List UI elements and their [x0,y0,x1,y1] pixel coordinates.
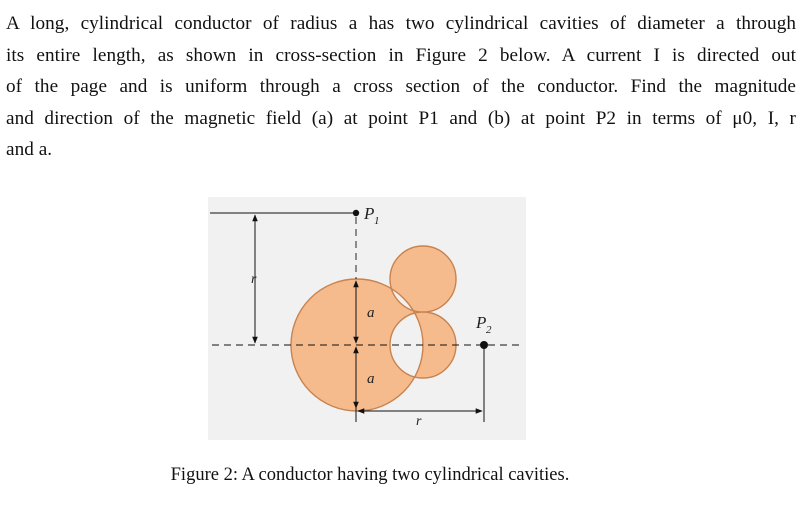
problem-line-5: and a. [6,139,53,160]
problem-line-2: its entire length, as shown in cross-section in Figure 2 below. A current I is directed out [6,44,796,66]
p1-subscript: 1 [374,215,380,227]
point-p1 [353,210,359,216]
a-upper-label: a [367,305,375,321]
problem-statement [6,8,796,166]
r-vertical-label: r [251,272,257,287]
p1-label: P [364,204,375,223]
p2-subscript: 2 [486,324,492,336]
r-horizontal-label: r [416,414,422,429]
conductor-diagram [208,197,526,440]
figure-caption [0,465,740,486]
problem-line-3: of the page and is uniform through a cross section of the conductor. Find the magnitude [6,76,796,97]
a-lower-label: a [367,371,375,387]
p2-label: P [476,313,487,332]
conductor-figure [208,197,526,440]
problem-line-1: A long, cylindrical conductor of radius a has two cylindrical cavities of diameter a through [6,13,796,34]
problem-line-4: and direction of the magnetic field (a) at point P1 and (b) at point P2 in terms of μ0, I, r [6,107,796,129]
figure-caption-text: Figure 2: A conductor having two cylindrical cavities. [170,465,570,485]
